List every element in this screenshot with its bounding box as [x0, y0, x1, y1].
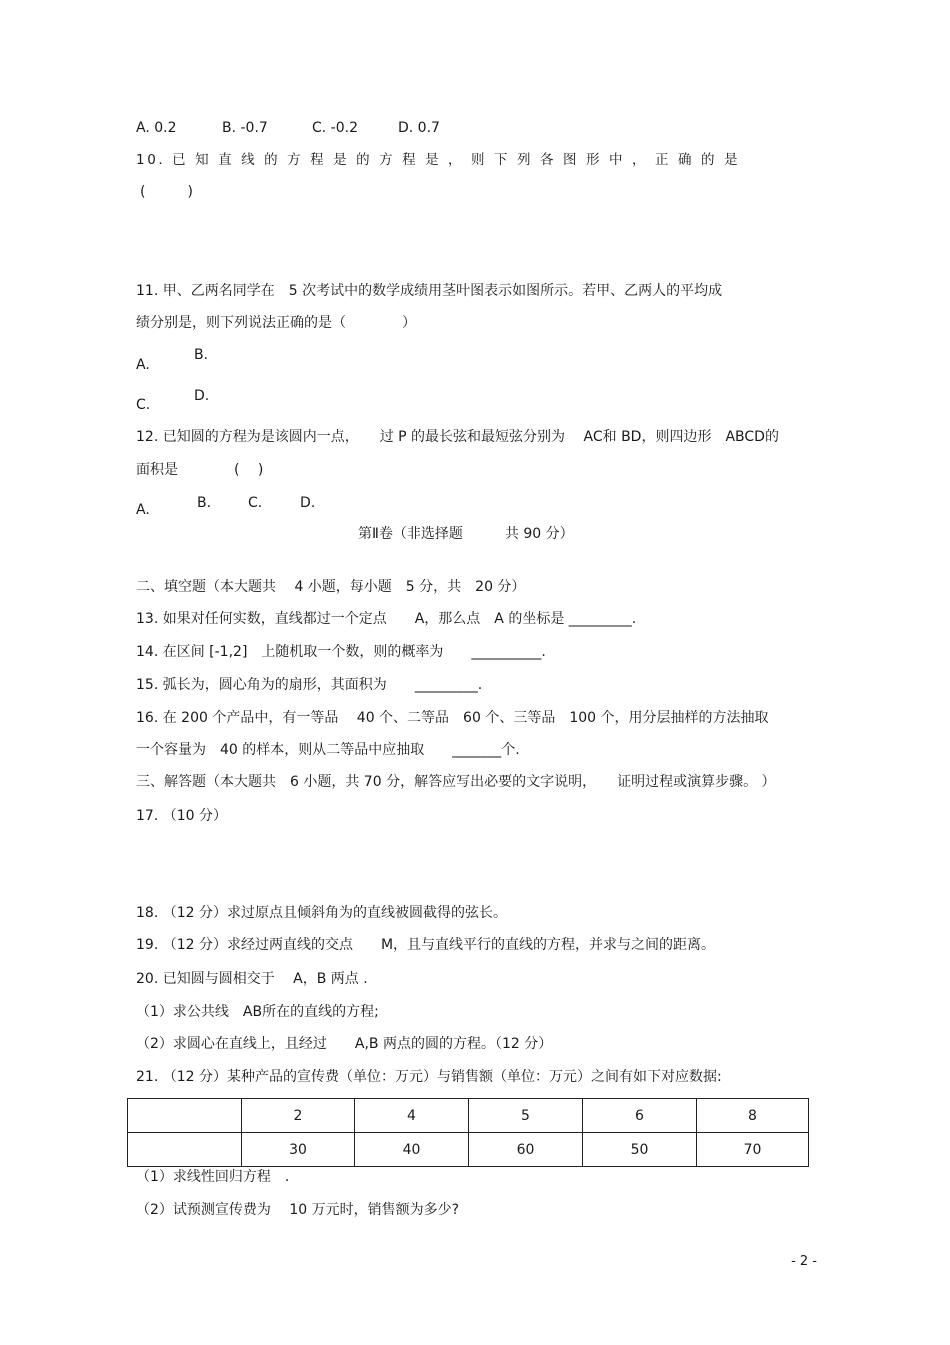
- table-row-label: [128, 1133, 242, 1167]
- question-12-option-a: A.: [136, 502, 150, 518]
- question-17: 17. （10 分）: [136, 808, 227, 824]
- question-11-line-1: 11. 甲、乙两名同学在 5 次考试中的数学成绩用茎叶图表示如图所示。若甲、乙两人的平均成: [136, 283, 723, 299]
- table-cell: 30: [242, 1133, 355, 1167]
- question-21-part-2: （2）试预测宣传费为 10 万元时，销售额为多少?: [136, 1202, 460, 1218]
- question-20-part-2: （2）求圆心在直线上，且经过 A,B 两点的圆的方程。（12 分）: [136, 1036, 553, 1052]
- option-d: D. 0.7: [398, 120, 440, 136]
- section-3-heading: 三、解答题（本大题共 6 小题，共 70 分，解答应写出必要的文字说明， 证明过程或演算步骤。 ）: [136, 774, 776, 790]
- question-14: 14. 在区间 [-1,2] 上随机取一个数，则的概率为 __________.: [136, 644, 546, 660]
- question-16-line-2: 一个容量为 40 的样本，则从二等品中应抽取 _______个.: [136, 742, 520, 758]
- question-10-line-1: 10. 已 知 直 线 的 方 程 是 的 方 程 是 ， 则 下 列 各 图 形 中 ， 正 确 的 是: [136, 152, 741, 168]
- question-21-line-1: 21. （12 分）某种产品的宣传费（单位：万元）与销售额（单位：万元）之间有如下对应数据:: [136, 1069, 722, 1085]
- question-12-line-1: 12. 已知圆的方程为是该圆内一点， 过 P 的最长弦和最短弦分别为 AC和 BD，则四边形 ABCD的: [136, 429, 779, 445]
- table-row: [128, 1133, 809, 1167]
- question-20-line-1: 20. 已知圆与圆相交于 A，B 两点 .: [136, 971, 368, 987]
- question-19: 19. （12 分）求经过两直线的交点 M，且与直线平行的直线的方程，并求与之间的距离。: [136, 937, 716, 953]
- option-a: A. 0.2: [136, 120, 177, 136]
- question-18: 18. （12 分）求过原点且倾斜角为的直线被圆截得的弦长。: [136, 905, 507, 921]
- table-cell: 6: [583, 1099, 697, 1133]
- question-21-part-1: （1）求线性回归方程 .: [136, 1169, 290, 1185]
- page-number: - 2 -: [791, 1254, 817, 1269]
- question-13: 13. 如果对任何实数，直线都过一个定点 A，那么点 A 的坐标是 _________.: [136, 611, 637, 627]
- question-12-line-2: 面积是 ( ): [136, 462, 264, 478]
- table-cell: 2: [242, 1099, 355, 1133]
- table-row: [128, 1099, 809, 1133]
- question-11-option-b: B.: [194, 347, 209, 363]
- question-11-line-2: 绩分别是，则下列说法正确的是（ ）: [136, 315, 416, 331]
- table-cell: 50: [583, 1133, 697, 1167]
- section-2-heading: 二、填空题（本大题共 4 小题，每小题 5 分，共 20 分）: [136, 579, 526, 595]
- question-11-option-d: D.: [194, 388, 210, 404]
- option-b: B. -0.7: [222, 120, 268, 136]
- option-c: C. -0.2: [312, 120, 358, 136]
- question-16-line-1: 16. 在 200 个产品中，有一等品 40 个、二等品 60 个、三等品 100 个，用分层抽样的方法抽取: [136, 710, 769, 726]
- question-12-option-d: D.: [300, 495, 316, 511]
- question-11-option-c: C.: [136, 397, 151, 413]
- question-15: 15. 弧长为，圆心角为的扇形，其面积为 _________.: [136, 677, 483, 693]
- table-cell: 40: [355, 1133, 469, 1167]
- question-10-line-2: ( ): [140, 184, 193, 200]
- question-12-option-b: B.: [197, 495, 212, 511]
- table-cell: 8: [697, 1099, 809, 1133]
- data-table: [127, 1098, 809, 1167]
- table-cell: 70: [697, 1133, 809, 1167]
- question-20-part-1: （1）求公共线 AB所在的直线的方程;: [136, 1004, 379, 1020]
- table-cell: 60: [469, 1133, 583, 1167]
- part-2-title: 第Ⅱ卷（非选择题 共 90 分）: [358, 526, 574, 542]
- table-cell: 5: [469, 1099, 583, 1133]
- question-12-option-c: C.: [248, 495, 263, 511]
- table-row-label: [128, 1099, 242, 1133]
- table-cell: 4: [355, 1099, 469, 1133]
- question-11-option-a: A.: [136, 357, 150, 373]
